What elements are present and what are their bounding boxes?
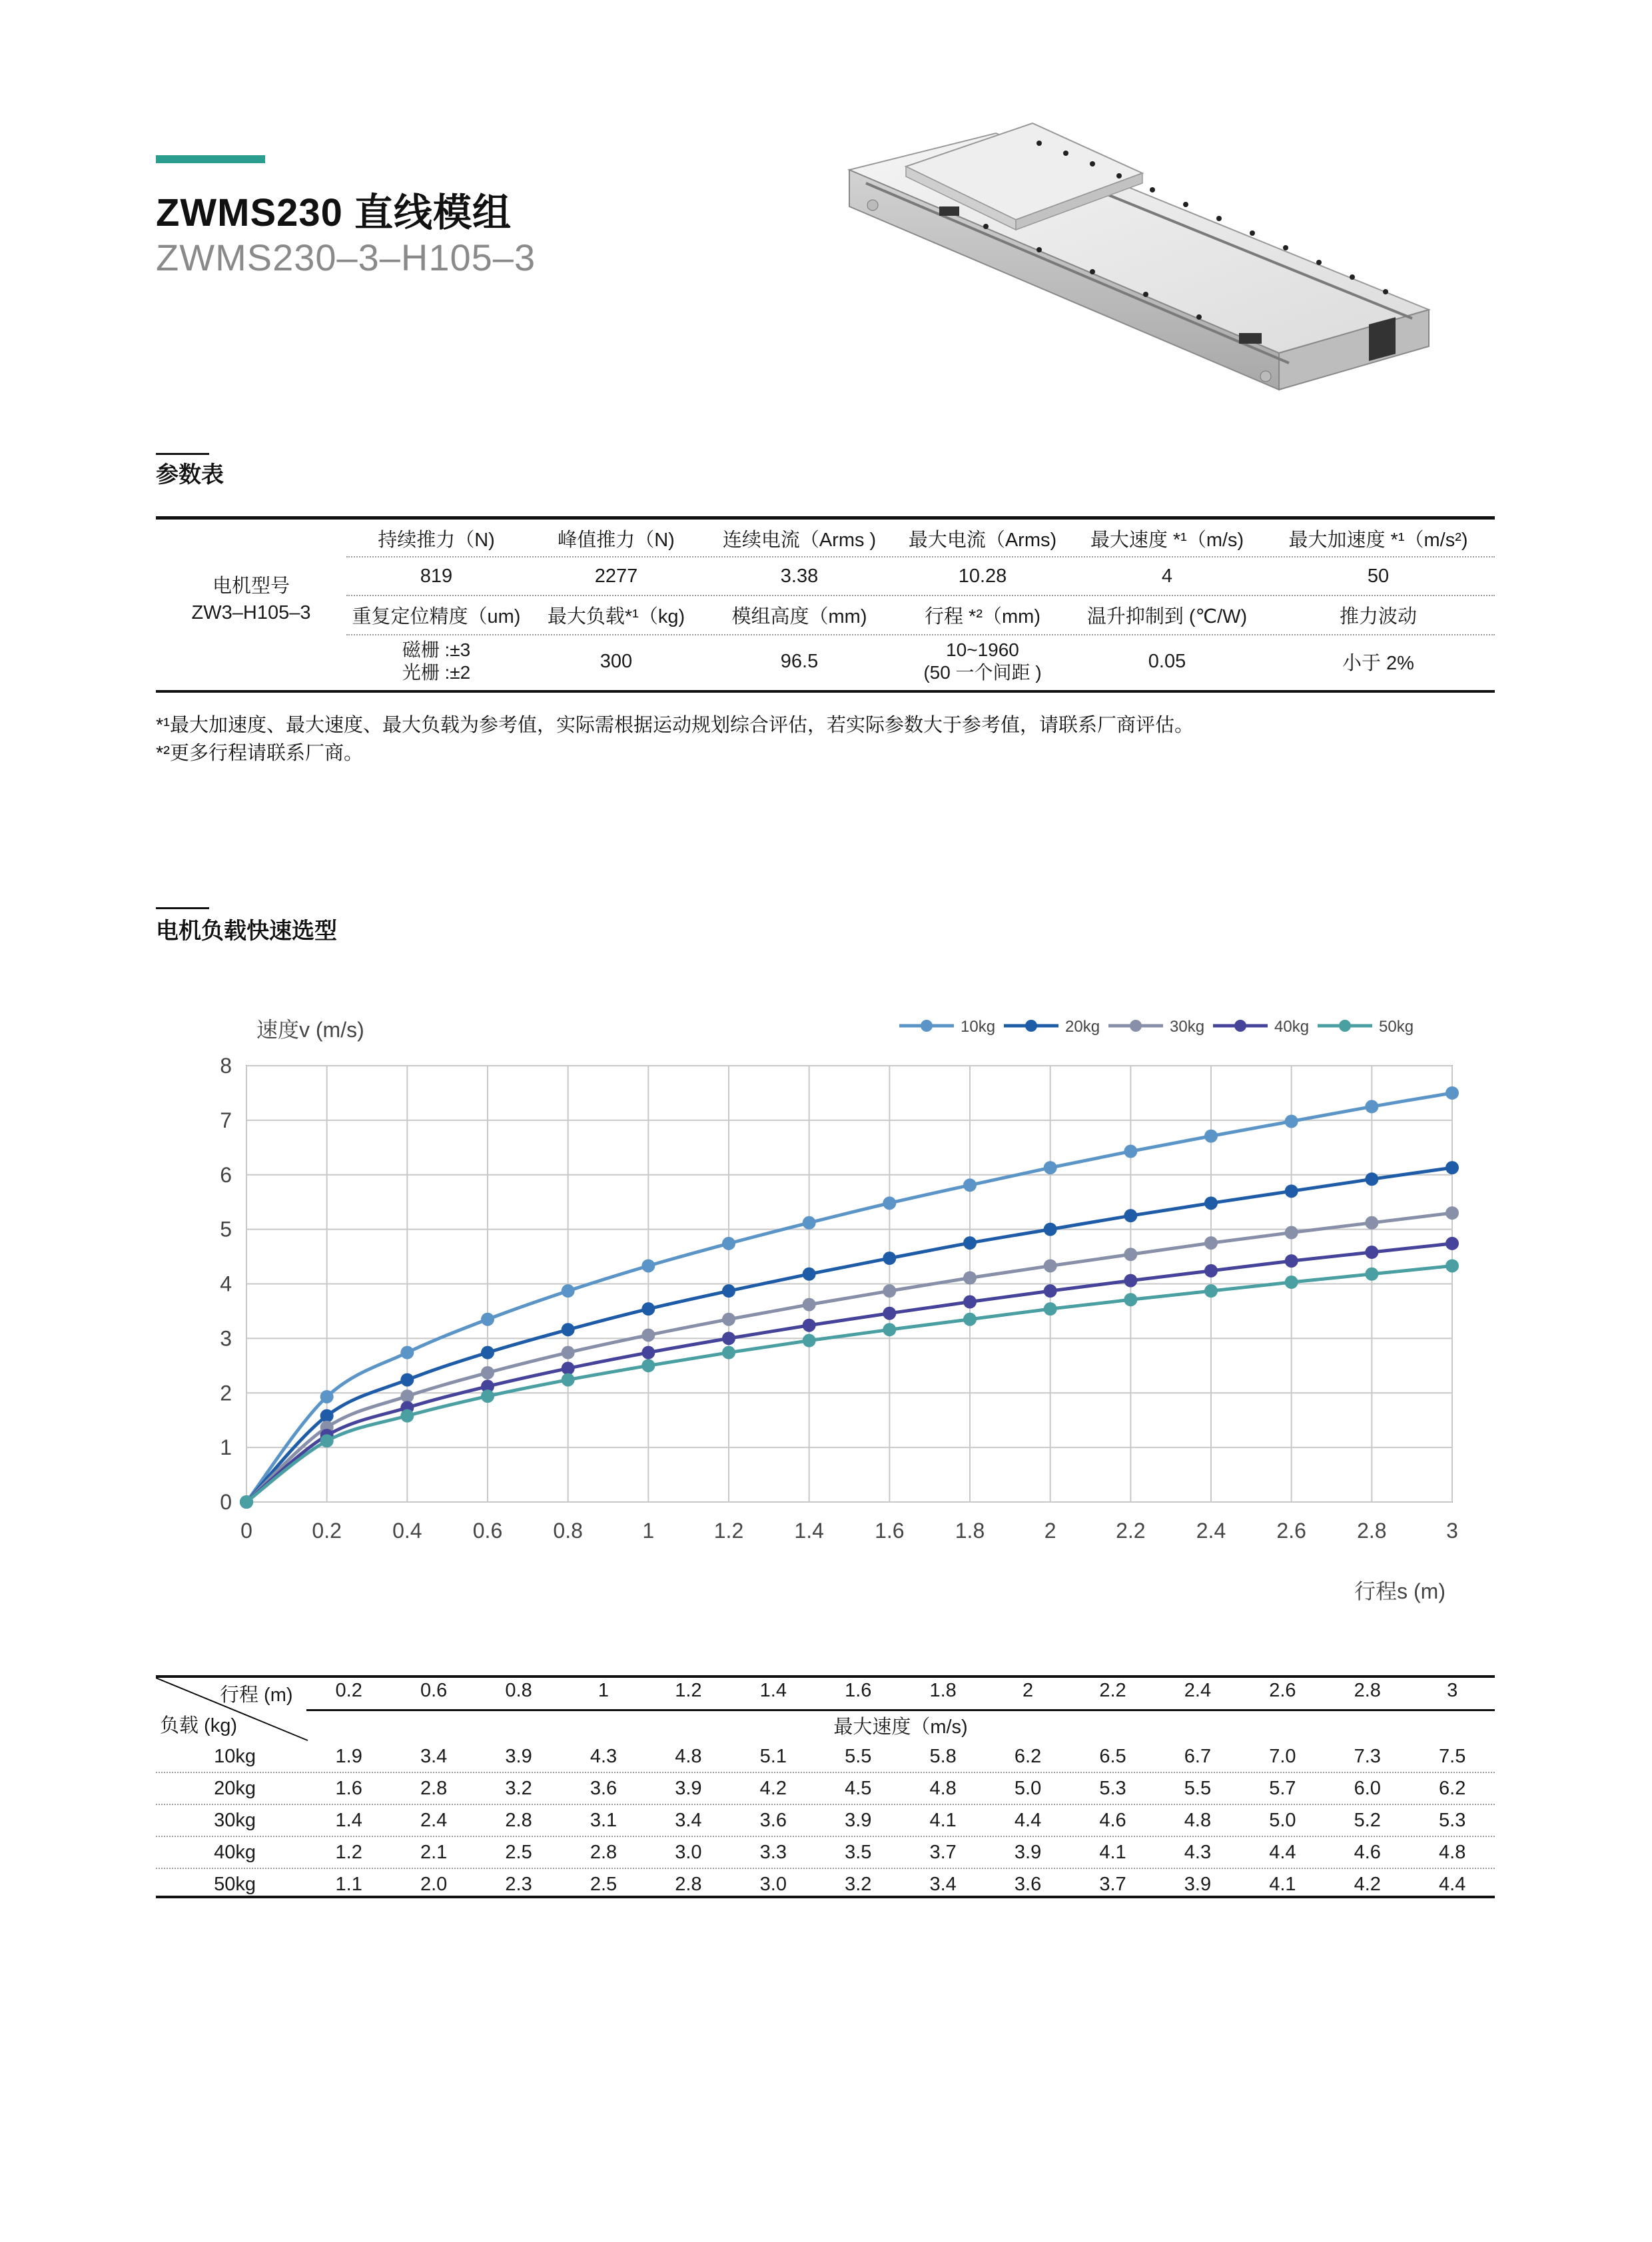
- table-row: [156, 1773, 1495, 1805]
- data-point-20kg: [963, 1236, 977, 1250]
- data-point-20kg: [722, 1284, 735, 1298]
- stroke-header-row: [306, 1680, 1495, 1702]
- stroke-header-cell: 0.8: [505, 1680, 532, 1701]
- speed-cell: 5.1: [759, 1745, 787, 1767]
- stroke-header-cell: 2.6: [1269, 1680, 1296, 1701]
- legend-label-30kg: 30kg: [1170, 1018, 1205, 1036]
- stroke-header-cell: 1.6: [845, 1680, 872, 1701]
- data-point-50kg: [1204, 1284, 1218, 1298]
- data-point-30kg: [400, 1389, 414, 1403]
- speed-cell: 3.2: [505, 1777, 532, 1799]
- motor-model-cell: [156, 573, 346, 626]
- speed-table-header-rule: [306, 1709, 1495, 1711]
- stroke-header-cell: 2.8: [1354, 1680, 1381, 1701]
- x-tick-label: 0: [240, 1519, 252, 1543]
- x-tick-label: 0.4: [392, 1519, 422, 1543]
- data-point-50kg: [803, 1334, 816, 1347]
- speed-cell: 4.4: [1269, 1841, 1296, 1863]
- load-label: 20kg: [214, 1777, 256, 1799]
- data-point-30kg: [803, 1298, 816, 1311]
- x-axis-label: 行程s (m): [1354, 1579, 1446, 1603]
- table-bottom-rule: [156, 690, 1495, 693]
- x-tick-label: 0.2: [312, 1519, 342, 1543]
- speed-cell: 1.1: [335, 1873, 362, 1895]
- y-tick-label: 4: [220, 1272, 232, 1296]
- speed-cell: 3.4: [675, 1809, 702, 1831]
- params-row1-values: [346, 557, 1495, 595]
- speed-cell: 2.3: [505, 1873, 532, 1895]
- speed-cell: 1.6: [335, 1777, 362, 1799]
- speed-cell: 3.4: [420, 1745, 448, 1767]
- param-header: 最大负载*¹（kg): [547, 605, 685, 627]
- param-value: 96.5: [780, 650, 819, 672]
- load-label: 10kg: [214, 1745, 256, 1767]
- data-point-30kg: [963, 1271, 977, 1284]
- stroke-header-cell: 0.2: [335, 1680, 362, 1701]
- speed-cell: 2.8: [590, 1841, 618, 1863]
- y-tick-label: 5: [220, 1217, 232, 1242]
- speed-cell: 2.8: [675, 1873, 702, 1895]
- params-row2-values: [346, 634, 1495, 689]
- stroke-header-cell: 2: [1023, 1680, 1034, 1701]
- data-point-20kg: [481, 1346, 494, 1359]
- series-line-50kg: [246, 1266, 1452, 1502]
- data-point-20kg: [320, 1409, 334, 1423]
- speed-table-body: [156, 1741, 1495, 1900]
- param-header: 行程 *²（mm): [925, 605, 1040, 627]
- speed-cell: 2.4: [420, 1809, 448, 1831]
- data-point-10kg: [562, 1284, 575, 1298]
- data-point-30kg: [1285, 1226, 1298, 1240]
- param-header: 温升抑制到 (℃/W): [1086, 605, 1248, 627]
- data-point-50kg: [883, 1323, 896, 1336]
- param-value: 819: [420, 565, 453, 587]
- speed-cell: 3.6: [759, 1809, 787, 1831]
- speed-cell: 3.9: [505, 1745, 532, 1767]
- table-row: [156, 1741, 1495, 1773]
- data-point-50kg: [1124, 1293, 1137, 1306]
- speed-cell: 5.3: [1099, 1777, 1126, 1799]
- legend-label-20kg: 20kg: [1065, 1018, 1100, 1036]
- x-tick-label: 1.8: [955, 1519, 985, 1543]
- data-point-40kg: [1446, 1237, 1459, 1250]
- param-value: 3.38: [780, 565, 819, 587]
- stroke-header-cell: 2.2: [1099, 1680, 1126, 1701]
- speed-cell: 7.0: [1269, 1745, 1296, 1767]
- data-point-30kg: [1446, 1206, 1459, 1220]
- data-point-50kg: [722, 1346, 735, 1359]
- param-header: 重复定位精度（um): [352, 605, 521, 627]
- speed-cell: 6.2: [1439, 1777, 1466, 1799]
- data-point-20kg: [1204, 1196, 1218, 1210]
- speed-cell: 2.0: [420, 1873, 448, 1895]
- param-header: 最大电流（Arms): [908, 529, 1057, 551]
- params-row1-headers: [346, 520, 1495, 557]
- speed-cell: 2.8: [505, 1809, 532, 1831]
- data-point-10kg: [1365, 1100, 1378, 1113]
- x-tick-label: 2.8: [1357, 1519, 1387, 1543]
- speed-cell: 3.0: [759, 1873, 787, 1895]
- data-point-40kg: [1124, 1274, 1137, 1288]
- legend-label-40kg: 40kg: [1274, 1018, 1310, 1036]
- speed-cell: 3.7: [929, 1841, 957, 1863]
- chart-section-title: 电机负载快速选型: [156, 919, 337, 944]
- data-point-30kg: [883, 1284, 896, 1298]
- param-value: 0.05: [1148, 650, 1186, 672]
- speed-cell: 4.1: [929, 1809, 957, 1831]
- speed-cell: 5.0: [1269, 1809, 1296, 1831]
- legend-label-50kg: 50kg: [1379, 1018, 1414, 1036]
- series-line-30kg: [246, 1213, 1452, 1502]
- speed-cell: 3.9: [845, 1809, 872, 1831]
- legend-marker-20kg: [1025, 1020, 1037, 1032]
- speed-cell: 7.3: [1354, 1745, 1381, 1767]
- speed-values: [306, 1842, 1495, 1864]
- footnote-2: *²更多行程请联系厂商。: [156, 743, 363, 764]
- data-point-30kg: [1204, 1236, 1218, 1250]
- speed-cell: 4.4: [1014, 1809, 1042, 1831]
- data-point-40kg: [1044, 1284, 1057, 1298]
- speed-cell: 3.9: [675, 1777, 702, 1799]
- speed-cell: 4.6: [1099, 1809, 1126, 1831]
- data-point-10kg: [400, 1346, 414, 1359]
- data-point-10kg: [963, 1178, 977, 1192]
- x-tick-label: 2.6: [1276, 1519, 1306, 1543]
- speed-cell: 3.5: [845, 1841, 872, 1863]
- data-point-20kg: [641, 1302, 655, 1315]
- speed-cell: 3.7: [1099, 1873, 1126, 1895]
- params-row2-headers: [346, 595, 1495, 634]
- x-tick-label: 0.6: [472, 1519, 503, 1543]
- speed-cell: 5.7: [1269, 1777, 1296, 1799]
- x-tick-label: 1.2: [713, 1519, 744, 1543]
- stroke-axis-label: 行程 (m): [220, 1684, 293, 1706]
- speed-cell: 6.2: [1014, 1745, 1042, 1767]
- data-point-40kg: [722, 1331, 735, 1345]
- speed-values: [306, 1746, 1495, 1768]
- speed-cell: 6.7: [1184, 1745, 1212, 1767]
- data-point-10kg: [1124, 1145, 1137, 1158]
- data-point-40kg: [641, 1346, 655, 1359]
- param-header: 最大速度 *¹（m/s): [1090, 529, 1244, 551]
- speed-cell: 1.2: [335, 1841, 362, 1863]
- speed-table-top-rule: [156, 1675, 1495, 1678]
- param-header: 峰值推力（N): [558, 529, 675, 551]
- data-point-10kg: [641, 1259, 655, 1272]
- data-point-10kg: [320, 1390, 334, 1403]
- data-point-50kg: [562, 1373, 575, 1387]
- speed-cell: 4.8: [1439, 1841, 1466, 1863]
- data-point-40kg: [1285, 1254, 1298, 1268]
- data-point-20kg: [1124, 1209, 1137, 1222]
- data-point-10kg: [481, 1313, 494, 1326]
- data-point-30kg: [1365, 1216, 1378, 1230]
- data-point-50kg: [1446, 1259, 1459, 1272]
- table-row: [156, 1837, 1495, 1869]
- x-tick-label: 2: [1044, 1519, 1056, 1543]
- max-speed-header: 最大速度（m/s): [833, 1716, 968, 1738]
- speed-cell: 5.8: [929, 1745, 957, 1767]
- load-axis-label: 负载 (kg): [160, 1715, 238, 1736]
- speed-cell: 3.2: [845, 1873, 872, 1895]
- param-value: 300: [600, 650, 633, 672]
- speed-cell: 1.4: [335, 1809, 362, 1831]
- stroke-header-cell: 3: [1447, 1680, 1458, 1701]
- stroke-header-cell: 2.4: [1184, 1680, 1212, 1701]
- speed-cell: 4.1: [1099, 1841, 1126, 1863]
- data-point-10kg: [1204, 1130, 1218, 1143]
- data-point-50kg: [320, 1434, 334, 1447]
- speed-values: [306, 1810, 1495, 1832]
- data-point-50kg: [240, 1495, 253, 1509]
- title-accent-bar: [156, 155, 265, 163]
- stroke-header-cell: 1.2: [675, 1680, 702, 1701]
- speed-cell: 2.8: [420, 1777, 448, 1799]
- footnote-1: *¹最大加速度、最大速度、最大负载为参考值，实际需根据运动规划综合评估，若实际参数大于参考值，请联系厂商评估。: [156, 715, 1194, 736]
- motor-model-label: 电机型号: [212, 575, 290, 597]
- data-point-30kg: [1124, 1248, 1137, 1261]
- speed-cell: 5.5: [1184, 1777, 1212, 1799]
- data-point-30kg: [722, 1313, 735, 1326]
- speed-cell: 5.3: [1439, 1809, 1466, 1831]
- speed-cell: 4.3: [1184, 1841, 1212, 1863]
- speed-cell: 5.2: [1354, 1809, 1381, 1831]
- data-point-20kg: [1365, 1172, 1378, 1186]
- speed-cell: 4.3: [590, 1745, 618, 1767]
- params-section-rule: [156, 453, 209, 455]
- speed-cell: 2.5: [505, 1841, 532, 1863]
- x-tick-label: 3: [1446, 1519, 1458, 1543]
- data-point-50kg: [1365, 1268, 1378, 1281]
- data-point-10kg: [1285, 1115, 1298, 1128]
- data-point-20kg: [1285, 1184, 1298, 1198]
- data-point-40kg: [1365, 1246, 1378, 1259]
- speed-cell: 3.6: [590, 1777, 618, 1799]
- speed-cell: 3.9: [1014, 1841, 1042, 1863]
- data-point-10kg: [1446, 1086, 1459, 1100]
- stroke-header-cell: 0.6: [420, 1680, 448, 1701]
- motor-model-value: ZW3–H105–3: [191, 602, 311, 623]
- legend-marker-10kg: [921, 1020, 933, 1032]
- param-value: 50: [1367, 565, 1390, 587]
- speed-cell: 6.0: [1354, 1777, 1381, 1799]
- data-point-20kg: [803, 1268, 816, 1281]
- param-value: 磁栅 :±3 光栅 :±2: [402, 639, 471, 683]
- data-point-30kg: [1044, 1259, 1057, 1272]
- speed-cell: 3.3: [759, 1841, 787, 1863]
- speed-cell: 3.1: [590, 1809, 618, 1831]
- legend-marker-50kg: [1339, 1020, 1351, 1032]
- data-point-10kg: [1044, 1161, 1057, 1174]
- data-point-10kg: [722, 1237, 735, 1250]
- x-tick-label: 1: [642, 1519, 655, 1543]
- data-point-20kg: [562, 1323, 575, 1336]
- speed-cell: 2.5: [590, 1873, 618, 1895]
- data-point-10kg: [803, 1216, 816, 1230]
- params-section-title: 参数表: [156, 462, 224, 488]
- stroke-header-cell: 1: [598, 1680, 610, 1701]
- data-point-20kg: [1446, 1161, 1459, 1174]
- speed-cell: 7.5: [1439, 1745, 1466, 1767]
- speed-cell: 3.9: [1184, 1873, 1212, 1895]
- stroke-header-cell: 1.4: [759, 1680, 787, 1701]
- speed-cell: 5.0: [1014, 1777, 1042, 1799]
- param-value: 10.28: [958, 565, 1007, 587]
- data-point-50kg: [641, 1359, 655, 1372]
- x-tick-label: 2.4: [1196, 1519, 1226, 1543]
- speed-cell: 3.6: [1014, 1873, 1042, 1895]
- data-point-50kg: [1285, 1276, 1298, 1289]
- speed-cell: 1.9: [335, 1745, 362, 1767]
- param-value: 小于 2%: [1342, 652, 1414, 674]
- speed-cell: 4.8: [675, 1745, 702, 1767]
- legend-label-10kg: 10kg: [961, 1018, 996, 1036]
- param-value: 4: [1161, 565, 1173, 587]
- data-point-50kg: [1044, 1302, 1057, 1315]
- speed-cell: 3.0: [675, 1841, 702, 1863]
- load-label: 30kg: [214, 1809, 256, 1831]
- param-value: 2277: [594, 565, 638, 587]
- data-point-40kg: [803, 1319, 816, 1332]
- speed-cell: 4.6: [1354, 1841, 1381, 1863]
- y-tick-label: 2: [220, 1381, 232, 1405]
- table-row: [156, 1805, 1495, 1837]
- chart-section-rule: [156, 907, 209, 909]
- speed-cell: 4.5: [845, 1777, 872, 1799]
- speed-cell: 4.4: [1439, 1873, 1466, 1895]
- y-tick-label: 7: [220, 1108, 232, 1132]
- speed-cell: 4.1: [1269, 1873, 1296, 1895]
- y-tick-label: 8: [220, 1054, 232, 1078]
- x-tick-label: 1.4: [794, 1519, 824, 1543]
- data-point-30kg: [562, 1346, 575, 1359]
- params-grid: [346, 520, 1495, 689]
- speed-cell: 4.2: [1354, 1873, 1381, 1895]
- y-tick-label: 1: [220, 1435, 232, 1460]
- speed-cell: 4.8: [929, 1777, 957, 1799]
- speed-stroke-chart: [153, 992, 1492, 1619]
- param-header: 连续电流（Arms ): [722, 529, 877, 551]
- speed-cell: 2.1: [420, 1841, 448, 1863]
- param-header: 模组高度（mm): [731, 605, 867, 627]
- speed-cell: 5.5: [845, 1745, 872, 1767]
- data-point-50kg: [481, 1389, 494, 1403]
- data-point-40kg: [883, 1307, 896, 1320]
- data-point-40kg: [1204, 1264, 1218, 1278]
- page-title: ZWMS230 直线模组: [156, 191, 512, 234]
- param-header: 最大加速度 *¹（m/s²): [1288, 529, 1468, 551]
- x-tick-label: 2.2: [1116, 1519, 1146, 1543]
- speed-values: [306, 1778, 1495, 1800]
- y-tick-label: 3: [220, 1326, 232, 1351]
- data-point-40kg: [963, 1296, 977, 1309]
- speed-cell: 3.4: [929, 1873, 957, 1895]
- speed-cell: 4.2: [759, 1777, 787, 1799]
- speed-values: [306, 1874, 1495, 1896]
- x-tick-label: 1.6: [875, 1519, 905, 1543]
- legend-marker-30kg: [1130, 1020, 1142, 1032]
- data-point-50kg: [963, 1313, 977, 1326]
- y-axis-label: 速度v (m/s): [256, 1018, 364, 1042]
- data-point-50kg: [400, 1409, 414, 1423]
- param-value: 10~1960 (50 一个间距 ): [923, 639, 1042, 683]
- data-point-20kg: [400, 1373, 414, 1387]
- param-header: 推力波动: [1339, 605, 1417, 627]
- legend-marker-40kg: [1234, 1020, 1246, 1032]
- load-label: 50kg: [214, 1873, 256, 1895]
- data-point-20kg: [1044, 1223, 1057, 1236]
- data-point-20kg: [883, 1252, 896, 1265]
- page-subtitle: ZWMS230–3–H105–3: [156, 236, 536, 278]
- speed-cell: 6.5: [1099, 1745, 1126, 1767]
- speed-cell: 4.8: [1184, 1809, 1212, 1831]
- data-point-30kg: [641, 1328, 655, 1341]
- stroke-header-cell: 1.8: [929, 1680, 957, 1701]
- load-label: 40kg: [214, 1841, 256, 1863]
- x-tick-label: 0.8: [553, 1519, 583, 1543]
- param-header: 持续推力（N): [378, 529, 495, 551]
- data-point-30kg: [481, 1366, 494, 1379]
- data-point-40kg: [562, 1361, 575, 1375]
- table-row: [156, 1869, 1495, 1900]
- data-point-10kg: [883, 1196, 896, 1210]
- product-image: [839, 107, 1439, 480]
- y-tick-label: 6: [220, 1162, 232, 1187]
- y-tick-label: 0: [220, 1490, 232, 1514]
